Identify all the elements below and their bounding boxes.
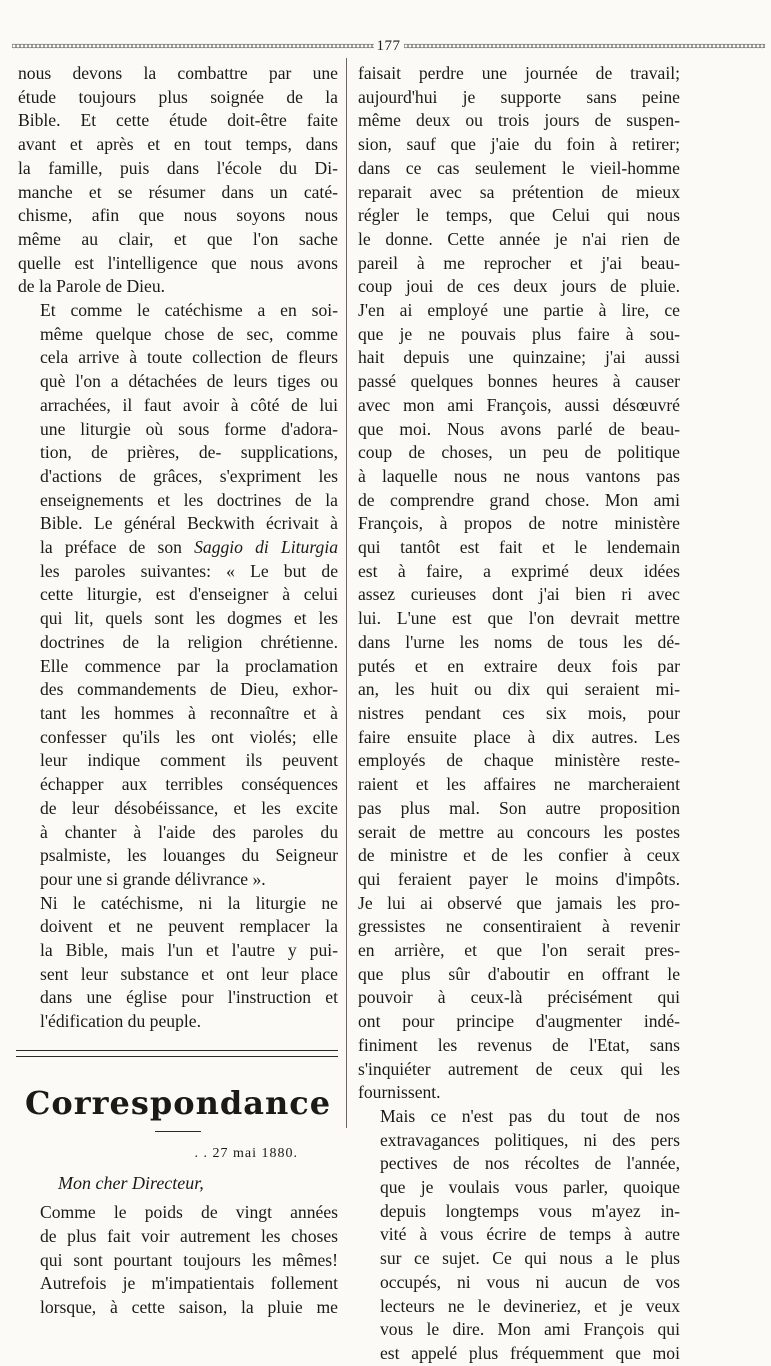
text-line: raient et les affaires ne marcheraient	[358, 774, 680, 795]
text-line: sent leur substance et ont leur place	[40, 963, 338, 984]
text-line: cela arrive à toute collection de fleurs	[40, 347, 338, 368]
text-line: de plus fait voir autrement les choses	[40, 1225, 338, 1246]
text-line: leur indique comment ils peuvent	[40, 750, 338, 771]
text-line: faire ensuite place à dix autres. Les	[358, 726, 680, 747]
text-line: de ministre et de les confier à ceux	[358, 845, 680, 866]
text-line: de leur désobéissance, et les excite	[40, 797, 338, 818]
text-line: des commandements de Dieu, exhor-	[40, 679, 338, 700]
right-column	[358, 62, 680, 1366]
text-line: tion, de prières, de- supplications,	[40, 442, 338, 463]
text-line: coup joui de ces deux jours de pluie.	[358, 276, 680, 297]
text-line: faisait perdre une journée de travail;	[358, 63, 680, 83]
right-paragraph-1	[358, 62, 680, 1105]
text-line: Ni le catéchisme, ni la liturgie ne	[40, 892, 338, 913]
text-line: nous devons la combattre par une	[18, 63, 338, 83]
text-line: fournissent.	[358, 1082, 441, 1103]
text-line: vité à vous écrire de temps à autre	[380, 1224, 680, 1245]
section-title: Correspondance	[24, 1083, 332, 1122]
text-line: extravagances politiques, ni des pers	[380, 1129, 680, 1150]
text-line: Comme le poids de vingt années	[40, 1202, 338, 1223]
text-line: ont pour principe d'augmenter indé-	[358, 1011, 680, 1032]
text-line: Mais ce n'est pas du tout de nos	[380, 1105, 680, 1126]
text-line: pouvoir à ceux-là précisément qui	[358, 987, 680, 1008]
text-line: que plus sûr d'aboutir en offrant le	[358, 963, 680, 984]
text-line: pour une si grande délivrance ».	[40, 868, 266, 889]
text-line: à laquelle nous ne nous vantons pas	[358, 465, 680, 486]
text-line: cette liturgie, est d'enseigner à celui	[40, 584, 338, 605]
text-line: même au clair, et que l'on sache	[18, 228, 338, 249]
text-line: J'en ai employé une partie à lire, ce	[358, 300, 680, 321]
text-line: l'édification du peuple.	[40, 1011, 201, 1032]
text-line: qui tantôt est fait et le lendemain	[358, 537, 680, 558]
text-line: que je ne pouvais plus faire à sou-	[358, 323, 680, 344]
text-line: reparait avec sa prétention de mieux	[358, 181, 680, 202]
text-line: confesser qu'ils les ont violés; elle	[40, 726, 338, 747]
text-line: enseignements et les doctrines de la	[40, 489, 338, 510]
text-line: doctrines de la religion chrétienne.	[40, 631, 338, 652]
text-line: la famille, puis dans l'école du Di-	[18, 157, 338, 178]
text-line: qui feraient payer le moins d'impôts.	[358, 868, 680, 889]
text-fragment: la préface de son	[40, 537, 195, 558]
text-line: à chanter à l'aide des paroles du	[40, 821, 338, 842]
right-paragraph-2	[358, 1105, 680, 1366]
text-line: de la Parole de Dieu.	[18, 276, 166, 297]
text-line: est appelé plus fréquemment que moi	[380, 1342, 680, 1363]
text-line: putés et en extraire deux fois par	[358, 655, 680, 676]
title-rule	[155, 1131, 201, 1132]
letter-date: . . 27 mai 1880.	[194, 1145, 298, 1161]
text-line: psalmiste, les louanges du Seigneur	[40, 845, 338, 866]
text-line: dans ce cas seulement le vieil-homme	[358, 157, 680, 178]
text-line: quelle est l'intelligence que nous avons	[18, 252, 338, 273]
text-line: Et comme le catéchisme a en soi-	[40, 300, 338, 321]
text-line: avec mon ami François, aussi désœuvré	[358, 394, 680, 415]
text-line	[18, 536, 338, 560]
page-header	[12, 36, 765, 56]
text-line: Bible. Et cette étude doit-être faite	[18, 110, 338, 131]
text-line: serait de mettre au concours les postes	[358, 821, 680, 842]
text-line: Autrefois je m'impatientais follement	[40, 1273, 338, 1294]
text-line: finiment les revenus de l'Etat, sans	[358, 1034, 680, 1055]
page-number: 177	[376, 37, 401, 54]
text-line: hait depuis une quinzaine; j'ai aussi	[358, 347, 680, 368]
text-line: sion, sauf que j'aie du foin à retirer;	[358, 134, 680, 155]
letter-salutation: Mon cher Directeur,	[58, 1172, 204, 1193]
text-line: la Bible, mais l'un et l'autre y pui-	[40, 940, 338, 961]
text-line: que je voulais vous parler, quoique	[380, 1177, 680, 1198]
text-line: même deux ou trois jours de suspen-	[358, 110, 680, 131]
text-line: passé quelques bonnes heures à causer	[358, 371, 680, 392]
header-ornament-right	[404, 43, 766, 49]
text-line: an, les huit ou dix qui seraient mi-	[358, 679, 680, 700]
text-line: gressistes ne consentiraient à revenir	[358, 916, 680, 937]
text-line: avant et après et en tout temps, dans	[18, 134, 338, 155]
header-ornament-left	[12, 43, 374, 49]
left-paragraph-1	[18, 62, 338, 299]
text-line: sur ce sujet. Ce qui nous a le plus	[380, 1248, 680, 1269]
text-line: François, à propos de notre ministère	[358, 513, 680, 534]
text-line: Elle commence par la proclamation	[40, 655, 338, 676]
text-line: le donne. Cette année je n'ai rien de	[358, 228, 680, 249]
text-line: doivent et ne peuvent remplacer la	[40, 916, 338, 937]
text-line: pas plus mal. Son autre proposition	[358, 797, 680, 818]
text-line: Je lui ai observé que jamais les pro-	[358, 892, 680, 913]
left-column	[18, 62, 338, 1320]
text-line: les paroles suivantes: « Le but de	[40, 560, 338, 581]
text-line: étude toujours plus soignée de la	[18, 86, 338, 107]
section-double-rule	[16, 1050, 338, 1057]
text-line: lorsque, à cette saison, la pluie me	[40, 1297, 338, 1318]
text-line: que moi. Nous avons parlé de beau-	[358, 418, 680, 439]
text-line: de comprendre grand chose. Mon ami	[358, 489, 680, 510]
text-line: occupés, ni vous ni aucun de vos	[380, 1271, 680, 1292]
text-line: aujourd'hui je supporte sans peine	[358, 86, 680, 107]
text-line: en arrière, et que l'on serait pres-	[358, 940, 680, 961]
book-title: Saggio di Liturgia	[194, 537, 339, 558]
text-line: coup de choses, un peu de politique	[358, 442, 680, 463]
text-line: tant les hommes à reconnaître et à	[40, 702, 338, 723]
left-paragraph-2	[18, 299, 338, 892]
text-line: què l'on a détachées de leurs tiges ou	[40, 371, 338, 392]
left-paragraph-3	[18, 892, 338, 1034]
text-line: lui. L'une est que l'on devrait mettre	[358, 608, 680, 629]
text-line: vous le dire. Mon ami François qui	[380, 1319, 680, 1340]
text-line: manche et se résumer dans un caté-	[18, 181, 338, 202]
text-line: qui sont pourtant toujours les mêmes!	[40, 1249, 338, 1270]
text-line: une liturgie où sous forme d'adora-	[40, 418, 338, 439]
text-line: arrachées, il faut avoir à côté de lui	[40, 394, 338, 415]
text-line: même quelque chose de sec, comme	[40, 323, 338, 344]
text-line: échapper aux terribles conséquences	[40, 774, 338, 795]
text-line: employés de chaque ministère reste-	[358, 750, 680, 771]
text-line: régler le temps, que Celui qui nous	[358, 205, 680, 226]
text-line: pectives de nos récoltes de l'année,	[380, 1153, 680, 1174]
text-line: dans l'urne les noms de tous les dé-	[358, 631, 680, 652]
column-divider	[346, 58, 347, 1128]
text-line: qui lit, quels sont les dogmes et les	[40, 608, 338, 629]
text-line: chisme, afin que nous soyons nous	[18, 205, 338, 226]
text-line: Bible. Le général Beckwith écrivait à	[40, 513, 338, 534]
text-line: assez curieuses dont j'ai bien ri avec	[358, 584, 680, 605]
text-line: s'inquiéter autrement de ceux qui les	[358, 1058, 680, 1079]
text-line: lecteurs ne le devineriez, et je veux	[380, 1295, 680, 1316]
text-line: d'actions de grâces, s'expriment les	[40, 465, 338, 486]
text-line: nistres pendant ces six mois, pour	[358, 702, 680, 723]
text-line: pareil à me reprocher et j'ai beau-	[358, 252, 680, 273]
text-line: depuis longtemps vous m'ayez in-	[380, 1200, 680, 1221]
text-line: dans une église pour l'instruction et	[40, 987, 338, 1008]
letter-paragraph-1	[18, 1201, 338, 1320]
text-line: est à faire, a exprimé deux idées	[358, 560, 680, 581]
